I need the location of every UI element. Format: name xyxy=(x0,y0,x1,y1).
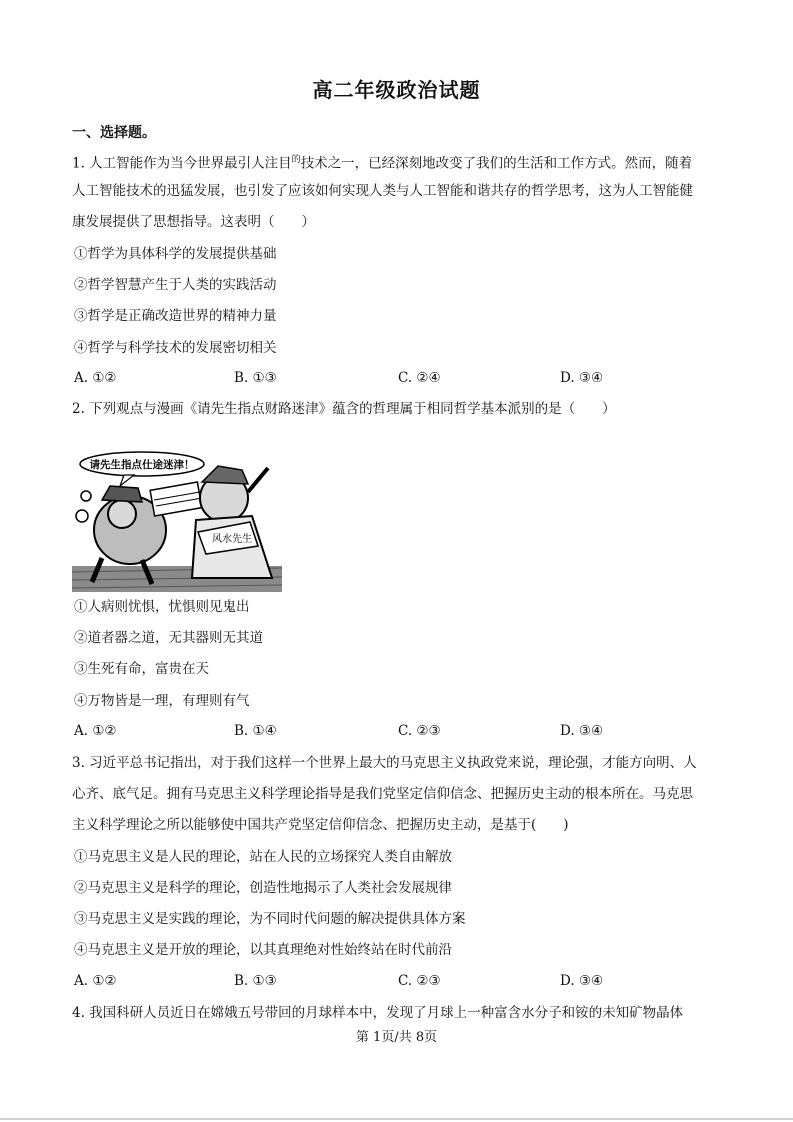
q1-item-1: ①哲学为具体科学的发展提供基础 xyxy=(74,246,277,262)
q3-item-3: ③马克思主义是实践的理论，为不同时代问题的解决提供具体方案 xyxy=(74,911,466,927)
q2-options xyxy=(74,721,674,741)
q2-stem: 2. 下列观点与漫画《请先生指点财路迷津》蕴含的哲理属于相同哲学基本派别的是（ ） xyxy=(72,401,616,417)
q1-stem-part-b: 技术之一，已经深刻地改变了我们的生活和工作方式。然而，随着 xyxy=(300,155,693,172)
page-title: 高二年级政治试题 xyxy=(312,78,481,102)
q2-option-d[interactable]: D. ③④ xyxy=(560,723,604,739)
q2-option-a[interactable]: A. ①② xyxy=(74,723,117,739)
q1-stem-line2: 人工智能技术的迅猛发展，也引发了应该如何实现人类与人工智能和谐共存的哲学思考，这为人工智能健 xyxy=(72,183,693,199)
q4-stem-line1: 4. 我国科研人员近日在嫦娥五号带回的月球样本中，发现了月球上一种富含水分子和铵的未知矿物晶体 xyxy=(72,1005,684,1021)
q2-item-3: ③生死有命，富贵在天 xyxy=(74,661,209,677)
q2-option-c[interactable]: C. ②③ xyxy=(398,723,441,739)
page-footer: 第 1页/共 8页 xyxy=(355,1030,438,1045)
q2-item-2: ②道者器之道，无其器则无其道 xyxy=(74,630,263,646)
q1-stem-part-a: 1. 人工智能作为当今世界最引人注目 xyxy=(72,155,292,172)
q2-item-4: ④万物皆是一理，有理则有气 xyxy=(74,693,250,709)
q1-stem-mark: 的 xyxy=(291,155,301,165)
section-heading: 一、选择题。 xyxy=(72,125,156,141)
q2-option-b[interactable]: B. ①④ xyxy=(234,723,277,739)
q3-stem-line3: 主义科学理论之所以能够使中国共产党坚定信仰信念、把握历史主动，是基于( ) xyxy=(72,817,569,833)
q3-option-d[interactable]: D. ③④ xyxy=(560,973,604,989)
q3-item-4: ④马克思主义是开放的理论，以其真理绝对性始终站在时代前沿 xyxy=(74,942,452,958)
q1-item-2: ②哲学智慧产生于人类的实践活动 xyxy=(74,277,277,293)
q3-option-a[interactable]: A. ①② xyxy=(74,973,117,989)
cartoon-image xyxy=(72,448,282,592)
q1-option-b[interactable]: B. ①③ xyxy=(234,370,277,386)
bottom-divider xyxy=(0,1118,793,1120)
q3-options xyxy=(74,971,674,991)
q3-stem-line2: 心齐、底气足。拥有马克思主义科学理论指导是我们党坚定信仰信念、把握历史主动的根本所在。马克思 xyxy=(72,786,693,802)
cartoon-bubble-text: 请先生指点仕途迷津！ xyxy=(89,459,195,471)
q1-item-3: ③哲学是正确改造世界的精神力量 xyxy=(74,308,277,324)
q2-item-1: ①人病则忧惧，忧惧则见鬼出 xyxy=(74,599,250,615)
cartoon-label-text: 风水先生 xyxy=(212,534,252,545)
q1-options xyxy=(74,368,674,388)
q1-item-4: ④哲学与科学技术的发展密切相关 xyxy=(74,340,277,356)
q1-stem-line3: 康发展提供了思想指导。这表明（ ） xyxy=(72,214,315,230)
q1-option-a[interactable]: A. ①② xyxy=(74,370,117,386)
q3-item-2: ②马克思主义是科学的理论，创造性地揭示了人类社会发展规律 xyxy=(74,880,452,896)
q1-option-c[interactable]: C. ②④ xyxy=(398,370,441,386)
q3-stem-line1: 3. 习近平总书记指出，对于我们这样一个世界上最大的马克思主义执政党来说，理论强，才能方向明、人 xyxy=(72,755,697,771)
q3-option-c[interactable]: C. ②③ xyxy=(398,973,441,989)
q1-option-d[interactable]: D. ③④ xyxy=(560,370,604,386)
q3-option-b[interactable]: B. ①③ xyxy=(234,973,277,989)
q1-stem-line1 xyxy=(72,150,692,174)
q3-item-1: ①马克思主义是人民的理论，站在人民的立场探究人类自由解放 xyxy=(74,849,452,865)
